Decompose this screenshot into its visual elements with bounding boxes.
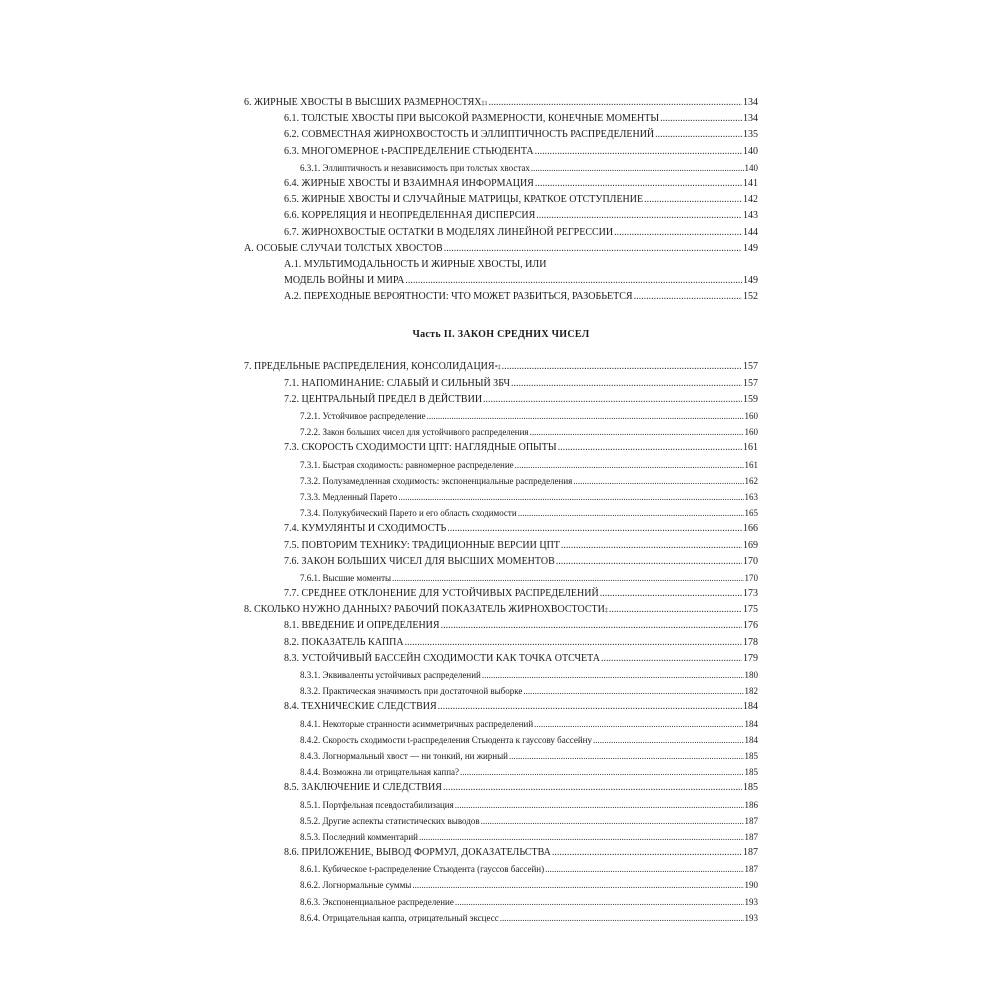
toc-entry-title: 7.2. ЦЕНТРАЛЬНЫЙ ПРЕДЕЛ В ДЕЙСТВИИ: [284, 393, 483, 405]
toc-entry-level-1[interactable]: [244, 144, 758, 160]
toc-entry-page-number: 187: [744, 831, 758, 842]
toc-entry-level-1[interactable]: [244, 192, 758, 208]
dot-leader: [455, 797, 744, 813]
toc-entry-page-number: 161: [744, 459, 758, 470]
toc-entry-title: 6.2. СОВМЕСТНАЯ ЖИРНОХВОСТОСТЬ И ЭЛЛИПТИЧНОСТЬ РАСПРЕДЕЛЕНИЙ: [284, 129, 655, 141]
toc-entry-title: 7.6.1. Высшие моменты: [300, 572, 392, 583]
dot-leader: [614, 225, 742, 241]
toc-entry-title: 7.2.2. Закон больших чисел для устойчивого распределения: [300, 427, 529, 438]
toc-entry-title: 7.4. КУМУЛЯНТЫ И СХОДИМОСТЬ: [284, 523, 447, 535]
toc-entry-page-number: 176: [743, 620, 758, 632]
toc-entry-title: 7. ПРЕДЕЛЬНЫЕ РАСПРЕДЕЛЕНИЯ, КОНСОЛИДАЦИЯ: [244, 361, 495, 373]
part-header: [244, 305, 758, 359]
toc-entry-page-number: 157: [743, 361, 758, 373]
dot-leader: [535, 176, 742, 192]
dot-leader: [561, 538, 742, 554]
dot-leader: [600, 586, 742, 602]
toc-entry-title: 7.7. СРЕДНЕЕ ОТКЛОНЕНИЕ ДЛЯ УСТОЙЧИВЫХ РАСПРЕДЕЛЕНИЙ: [284, 588, 599, 600]
dot-leader: [398, 489, 743, 505]
toc-entry-title: 7.3. СКОРОСТЬ СХОДИМОСТИ ЦПТ: НАГЛЯДНЫЕ ОПЫТЫ: [284, 442, 557, 454]
toc-entry-level-2[interactable]: [244, 797, 758, 813]
toc-entry-title: 8.6.3. Экспоненциальное распределение: [300, 896, 454, 907]
toc-entry-page-number: 170: [743, 555, 758, 567]
toc-entry-level-2[interactable]: [244, 716, 758, 732]
toc-entry-title: 8.2. ПОКАЗАТЕЛЬ КАППА: [284, 636, 404, 648]
dot-leader: [593, 732, 744, 748]
dot-leader: [601, 651, 742, 667]
dot-leader: [558, 440, 742, 456]
toc-entry-title: 8.5. ЗАКЛЮЧЕНИЕ И СЛЕДСТВИЯ: [284, 782, 442, 794]
toc-entry-page-number: 190: [744, 880, 758, 891]
toc-entry-level-1[interactable]: [244, 521, 758, 537]
toc-entry-page-number: 161: [743, 442, 758, 454]
toc-entry-page-number: 179: [743, 652, 758, 664]
toc-entry-level-1[interactable]: [244, 127, 758, 143]
toc-entry-level-2[interactable]: [244, 505, 758, 521]
toc-entry-title: 6.5. ЖИРНЫЕ ХВОСТЫ И СЛУЧАЙНЫЕ МАТРИЦЫ, КРАТКОЕ ОТСТУПЛЕНИЕ: [284, 194, 644, 206]
dot-leader: [535, 144, 742, 160]
toc-entry-title: 8.6. ПРИЛОЖЕНИЕ, ВЫВОД ФОРМУЛ, ДОКАЗАТЕЛЬСТВА: [284, 847, 551, 859]
toc-entry-page-number: 184: [744, 718, 758, 729]
toc-entry-page-number: 141: [743, 177, 758, 189]
toc-entry-level-2[interactable]: [244, 160, 758, 176]
toc-entry-level-1[interactable]: [244, 273, 758, 289]
toc-entry-page-number: 160: [744, 411, 758, 421]
toc-entry-page-number: 149: [743, 242, 758, 254]
toc-entry-title: 8.6.1. Кубическое t-распределение Стьюдента (гауссов бассейн): [300, 864, 545, 875]
toc-entry-title: 8.4.2. Скорость сходимости t-распределения Стьюдента к гауссову бассейну: [300, 734, 592, 745]
toc-entry-page-number: 185: [743, 782, 758, 794]
dot-leader: [412, 877, 743, 893]
dot-leader: [405, 273, 742, 289]
dot-leader: [443, 780, 742, 796]
toc-entry-title: 7.1. НАПОМИНАНИЕ: СЛАБЫЙ И СИЛЬНЫЙ ЗБЧ: [284, 377, 510, 389]
table-of-contents: [244, 95, 758, 926]
toc-entry-level-1[interactable]: [244, 554, 758, 570]
toc-entry-page-number: 152: [743, 291, 758, 303]
toc-entry-title: 6. ЖИРНЫЕ ХВОСТЫ В ВЫСШИХ РАЗМЕРНОСТЯХ: [244, 97, 482, 108]
dot-leader: [573, 473, 743, 489]
dot-leader: [552, 845, 742, 861]
toc-entry-level-2[interactable]: [244, 570, 758, 586]
toc-entry-level-1[interactable]: [244, 586, 758, 602]
toc-entry-title: 6.4. ЖИРНЫЕ ХВОСТЫ И ВЗАИМНАЯ ИНФОРМАЦИЯ: [284, 177, 534, 189]
toc-entry-title: 8.4. ТЕХНИЧЕСКИЕ СЛЕДСТВИЯ: [284, 701, 437, 713]
toc-entry-level-2[interactable]: [244, 667, 758, 683]
toc-entry-level-1[interactable]: [244, 376, 758, 392]
toc-entry-title: 7.2.1. Устойчивое распределение: [300, 411, 426, 421]
dot-leader: [447, 521, 742, 537]
toc-entry-level-2[interactable]: [244, 732, 758, 748]
toc-entry-title: 6.7. ЖИРНОХВОСТЫЕ ОСТАТКИ В МОДЕЛЯХ ЛИНЕЙНОЙ РЕГРЕССИИ: [284, 226, 614, 238]
toc-entry-level-1[interactable]: [244, 635, 758, 651]
toc-entry-title: 6.3. МНОГОМЕРНОЕ t-РАСПРЕДЕЛЕНИЕ СТЬЮДЕНТА: [284, 145, 534, 157]
toc-entry-title: МОДЕЛЬ ВОЙНЫ И МИРА: [284, 275, 405, 287]
toc-entry-page-number: 144: [743, 226, 758, 238]
dot-leader: [482, 667, 744, 683]
toc-entry-level-1[interactable]: [244, 699, 758, 715]
toc-entry-title: 7.3.2. Полузамедленная сходимость: экспоненциальные распределения: [300, 475, 573, 486]
toc-entry-page-number: 186: [744, 799, 758, 810]
toc-entry-page-number: 169: [743, 539, 758, 551]
toc-entry-page-number: 162: [744, 475, 758, 486]
toc-entry-page-number: 187: [744, 815, 758, 826]
toc-entry-page-number: 142: [743, 194, 758, 206]
dot-leader: [405, 635, 742, 651]
dot-leader: [644, 192, 742, 208]
dot-leader: [634, 289, 742, 305]
dot-leader: [515, 457, 744, 473]
dot-leader: [534, 716, 743, 732]
dot-leader: [460, 764, 743, 780]
toc-entry-page-number: 187: [743, 847, 758, 859]
toc-section-part-1: [244, 95, 758, 305]
toc-entry-level-0[interactable]: 7. ПРЕДЕЛЬНЫЕ РАСПРЕДЕЛЕНИЯ, КОНСОЛИДАЦИЯ *‡ ..... 157: [244, 359, 758, 375]
toc-entry-level-0[interactable]: [244, 241, 758, 257]
toc-entry-level-2[interactable]: [244, 473, 758, 489]
toc-entry-page-number: 180: [744, 670, 758, 680]
toc-entry-page-number: 182: [744, 686, 758, 697]
dot-leader: [438, 699, 742, 715]
toc-entry-page-number: 140: [743, 145, 758, 157]
toc-entry-level-2[interactable]: [244, 424, 758, 440]
toc-entry-title: А.2. ПЕРЕХОДНЫЕ ВЕРОЯТНОСТИ: ЧТО МОЖЕТ РАЗБИТЬСЯ, РАЗОБЬЕТСЯ: [284, 291, 633, 303]
toc-entry-page-number: 159: [743, 393, 758, 405]
dot-leader: [500, 910, 744, 926]
toc-entry-level-1[interactable]: [244, 845, 758, 861]
dot-leader: [392, 570, 743, 586]
toc-entry-level-0[interactable]: 8. СКОЛЬКО НУЖНО ДАННЫХ? РАБОЧИЙ ПОКАЗАТЕЛЬ ЖИРНОХВОСТОСТИ ‡ ..... 175: [244, 602, 758, 618]
dot-leader: [427, 408, 744, 424]
toc-entry-page-number: 160: [744, 427, 758, 438]
dot-leader: [455, 894, 744, 910]
toc-entry-level-1[interactable]: [244, 208, 758, 224]
dot-leader: [483, 392, 742, 408]
dot-leader: [655, 127, 742, 143]
toc-entry-title: 8.6.2. Логнормальные суммы: [300, 880, 412, 891]
toc-section-part-2: [244, 359, 758, 926]
toc-entry-level-2[interactable]: [244, 457, 758, 473]
toc-entry-level-1[interactable]: [244, 289, 758, 305]
toc-entry-page-number: 184: [744, 734, 758, 745]
toc-entry-level-1[interactable]: [244, 111, 758, 127]
toc-entry-page-number: 185: [744, 767, 758, 778]
dot-leader: [419, 829, 744, 845]
dot-leader: [481, 813, 744, 829]
toc-entry-page-number: 134: [743, 97, 758, 108]
part-title: Часть II. ЗАКОН СРЕДНИХ ЧИСЕЛ: [412, 329, 590, 341]
toc-entry-page-number: 134: [743, 113, 758, 125]
toc-entry-page-number: 178: [743, 636, 758, 648]
dot-leader: [441, 618, 742, 634]
dot-leader: [518, 505, 744, 521]
toc-entry-page-number: 143: [743, 210, 758, 222]
toc-entry-title: 8.4.3. Логнормальный хвост — ни тонкий, ни жирный: [300, 750, 508, 761]
toc-entry-level-1[interactable]: [244, 618, 758, 634]
dot-leader: [444, 241, 742, 257]
dot-leader: [660, 111, 742, 127]
toc-entry-level-0[interactable]: 6. ЖИРНЫЕ ХВОСТЫ В ВЫСШИХ РАЗМЕРНОСТЯХ ‡1 ..... 134: [244, 95, 758, 111]
toc-entry-title: 7.3.1. Быстрая сходимость: равномерное распределение: [300, 459, 514, 470]
dot-leader: [502, 359, 742, 375]
dot-leader: [488, 95, 742, 111]
toc-entry-title: А. ОСОБЫЕ СЛУЧАИ ТОЛСТЫХ ХВОСТОВ: [244, 242, 443, 254]
toc-entry-title: 7.6. ЗАКОН БОЛЬШИХ ЧИСЕЛ ДЛЯ ВЫСШИХ МОМЕНТОВ: [284, 555, 555, 567]
toc-entry-title: 6.3.1. Эллиптичность и независимость при толстых хвостах: [300, 162, 530, 173]
dot-leader: [609, 602, 742, 618]
toc-entry-page-number: 165: [744, 508, 758, 519]
toc-entry-title: 8.1. ВВЕДЕНИЕ И ОПРЕДЕЛЕНИЯ: [284, 620, 440, 632]
toc-entry-page-number: 185: [744, 750, 758, 761]
toc-entry-title: А.1. МУЛЬТИМОДАЛЬНОСТЬ И ЖИРНЫЕ ХВОСТЫ, ИЛИ: [284, 258, 547, 270]
toc-entry-title: 8.3. УСТОЙЧИВЫЙ БАССЕЙН СХОДИМОСТИ КАК ТОЧКА ОТСЧЕТА: [284, 652, 600, 664]
toc-entry-level-2[interactable]: [244, 877, 758, 893]
dot-leader: [531, 160, 744, 176]
toc-entry-level-2[interactable]: [244, 489, 758, 505]
dot-leader: [556, 554, 742, 570]
toc-entry-level-1[interactable]: [244, 651, 758, 667]
dot-leader: [530, 424, 744, 440]
toc-entry-page-number: 184: [743, 701, 758, 713]
toc-entry-title: 8.4.4. Возможна ли отрицательная каппа?: [300, 767, 460, 778]
toc-entry-level-2[interactable]: [244, 813, 758, 829]
toc-entry-level-1[interactable]: [244, 225, 758, 241]
toc-entry-page-number: 140: [744, 162, 758, 173]
toc-entry-level-2[interactable]: [244, 683, 758, 699]
toc-entry-title: 6.1. ТОЛСТЫЕ ХВОСТЫ ПРИ ВЫСОКОЙ РАЗМЕРНОСТИ, КОНЕЧНЫЕ МОМЕНТЫ: [284, 113, 660, 125]
toc-entry-title: 7.3.3. Медленный Парето: [300, 491, 398, 502]
dot-leader: [536, 208, 742, 224]
toc-entry-title: 8.3.1. Эквиваленты устойчивых распределений: [300, 670, 481, 680]
dot-leader: [545, 861, 743, 877]
toc-entry-page-number: 166: [743, 523, 758, 535]
toc-entry-page-number: 135: [743, 129, 758, 141]
toc-entry-level-2[interactable]: [244, 408, 758, 424]
toc-entry-level-1[interactable]: [244, 257, 758, 273]
toc-entry-page-number: 175: [743, 604, 758, 616]
toc-entry-title: 8.6.4. Отрицательная каппа, отрицательный эксцесс: [300, 912, 499, 923]
toc-entry-level-2[interactable]: [244, 764, 758, 780]
toc-entry-level-2[interactable]: [244, 894, 758, 910]
toc-entry-level-1[interactable]: [244, 538, 758, 554]
toc-entry-title: 8.4.1. Некоторые странности асимметричных распределений: [300, 718, 534, 729]
toc-entry-page-number: 187: [744, 864, 758, 875]
toc-entry-title: 8. СКОЛЬКО НУЖНО ДАННЫХ? РАБОЧИЙ ПОКАЗАТЕЛЬ ЖИРНОХВОСТОСТИ: [244, 604, 605, 616]
toc-entry-page-number: 193: [744, 912, 758, 923]
toc-entry-title: 8.5.3. Последний комментарий: [300, 831, 418, 842]
toc-entry-level-1[interactable]: [244, 392, 758, 408]
toc-entry-level-2[interactable]: [244, 910, 758, 926]
toc-entry-title: 7.3.4. Полукубический Парето и его область сходимости: [300, 508, 517, 519]
toc-entry-title: 8.5.1. Портфельная псевдостабилизация: [300, 799, 454, 810]
toc-entry-level-1[interactable]: [244, 176, 758, 192]
toc-entry-page-number: 163: [744, 491, 758, 502]
dot-leader: [509, 748, 744, 764]
toc-entry-page-number: 173: [743, 588, 758, 600]
toc-entry-page-number: 149: [743, 275, 758, 287]
toc-entry-page-number: 170: [744, 572, 758, 583]
toc-entry-level-2[interactable]: [244, 748, 758, 764]
toc-entry-title: 8.5.2. Другие аспекты статистических выводов: [300, 815, 480, 826]
toc-entry-level-2[interactable]: [244, 861, 758, 877]
dot-leader: [523, 683, 743, 699]
toc-entry-page-number: 193: [744, 896, 758, 907]
toc-entry-level-1[interactable]: [244, 780, 758, 796]
toc-entry-level-1[interactable]: [244, 440, 758, 456]
toc-entry-page-number: 157: [743, 377, 758, 389]
toc-entry-level-2[interactable]: [244, 829, 758, 845]
toc-entry-title: 6.6. КОРРЕЛЯЦИЯ И НЕОПРЕДЕЛЕННАЯ ДИСПЕРСИЯ: [284, 210, 536, 222]
toc-entry-title: 7.5. ПОВТОРИМ ТЕХНИКУ: ТРАДИЦИОННЫЕ ВЕРСИИ ЦПТ: [284, 539, 560, 551]
dot-leader: [511, 376, 742, 392]
toc-entry-title: 8.3.2. Практическая значимость при достаточной выборке: [300, 686, 523, 697]
